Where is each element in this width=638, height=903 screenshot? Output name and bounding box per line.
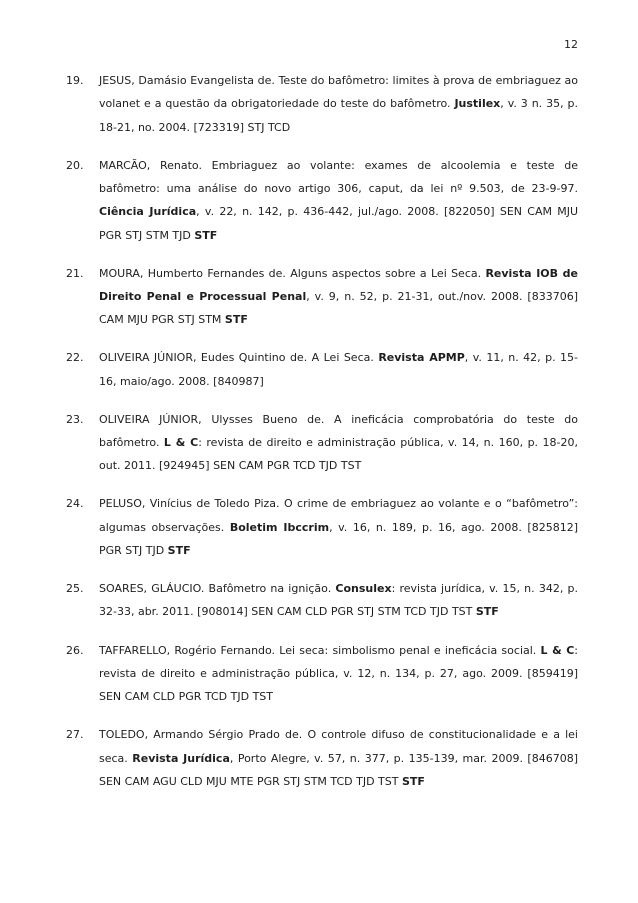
reference-text: JESUS, Damásio Evangelista de. Teste do bafômetro: limites à prova de embriaguez ao volanet e a questão da obrigatoriedade do teste do bafômetro. [99, 74, 578, 111]
reference-list [66, 69, 578, 808]
journal-title: Justilex [454, 97, 501, 111]
stf-tag: STF [224, 313, 248, 327]
reference-details: , v. 16, n. 189, p. 16, ago. 2008. [825812] PGR STJ TJD [99, 520, 578, 558]
journal-title: Revista Jurídica [132, 751, 230, 765]
reference-details: , Porto Alegre, v. 57, n. 377, p. 135-139, mar. 2009. [846708] SEN CAM AGU CLD MJU MTE PGR STJ STM TCD TJD TST [99, 751, 579, 788]
reference-text: OLIVEIRA JÚNIOR, Ulysses Bueno de. A ineficácia comprobatória do teste do bafômetro. [99, 412, 578, 450]
reference-details: : revista de direito e administração pública, v. 14, n. 160, p. 18-20, out. 2011. [924945] SEN CAM PGR TCD TJD TST [99, 436, 578, 473]
journal-title: Boletim Ibccrim [229, 520, 330, 534]
reference-text: OLIVEIRA JÚNIOR, Eudes Quintino de. A Lei Seca. [99, 351, 379, 365]
journal-title: Consulex [335, 582, 392, 596]
reference-number: 23. [66, 412, 84, 426]
stf-tag: STF [167, 544, 191, 558]
reference-number: 26. [66, 643, 84, 657]
reference-text: TOLEDO, Armando Sérgio Prado de. O controle difuso de constitucionalidade e a lei seca. [99, 728, 578, 765]
reference-details: , v. 3 n. 35, p. 18-21, no. 2004. [723319] STJ TCD [99, 97, 578, 134]
reference-number: 27. [66, 728, 84, 742]
reference-item [66, 723, 578, 793]
reference-text: MARCÃO, Renato. Embriaguez ao volante: exames de alcoolemia e teste de bafômetro: uma análise do novo artigo 306, caput, da lei nº 9.503, de 23-9-97. [99, 158, 578, 195]
reference-item [66, 69, 578, 139]
reference-details: , v. 22, n. 142, p. 436-442, jul./ago. 2008. [822050] SEN CAM MJU PGR STJ STM TJD [99, 205, 579, 242]
reference-item [66, 346, 578, 393]
reference-text: PELUSO, Vinícius de Toledo Piza. O crime de embriaguez ao volante e o “bafômetro”: algumas observações. [99, 497, 578, 534]
reference-number: 20. [66, 158, 84, 172]
journal-title: Ciência Jurídica [99, 205, 197, 219]
page-number: 12 [564, 38, 578, 51]
journal-title: L & C [540, 643, 575, 657]
reference-number: 24. [66, 497, 84, 511]
reference-text: MOURA, Humberto Fernandes de. Alguns aspectos sobre a Lei Seca. [99, 266, 486, 280]
reference-item [66, 577, 578, 624]
reference-item [66, 262, 578, 332]
reference-details: , v. 11, n. 42, p. 15-16, maio/ago. 2008. [840987] [99, 351, 579, 388]
reference-item [66, 408, 578, 478]
reference-number: 19. [66, 74, 84, 87]
stf-tag: STF [401, 774, 425, 788]
reference-details: : revista de direito e administração pública, v. 12, n. 134, p. 27, ago. 2009. [859419] SEN CAM CLD PGR TCD TJD TST [99, 643, 578, 704]
reference-text: SOARES, GLÁUCIO. Bafômetro na ignição. [99, 582, 336, 596]
reference-number: 25. [66, 582, 84, 596]
journal-title: Revista APMP [378, 351, 465, 365]
journal-title: L & C [163, 436, 199, 450]
reference-item [66, 492, 578, 562]
journal-title: Revista IOB de Direito Penal e Processual Penal [99, 266, 579, 303]
reference-number: 21. [66, 266, 84, 280]
stf-tag: STF [194, 228, 218, 242]
reference-number: 22. [66, 351, 84, 365]
stf-tag: STF [475, 605, 499, 619]
reference-text: TAFFARELLO, Rogério Fernando. Lei seca: simbolismo penal e ineficácia social. [99, 643, 541, 657]
reference-details: : revista jurídica, v. 15, n. 342, p. 32-33, abr. 2011. [908014] SEN CAM CLD PGR STJ STM TCD TJD TST [99, 582, 578, 619]
reference-item [66, 639, 578, 709]
reference-details: , v. 9, n. 52, p. 21-31, out./nov. 2008. [833706] CAM MJU PGR STJ STM [99, 289, 579, 327]
reference-item [66, 154, 578, 247]
